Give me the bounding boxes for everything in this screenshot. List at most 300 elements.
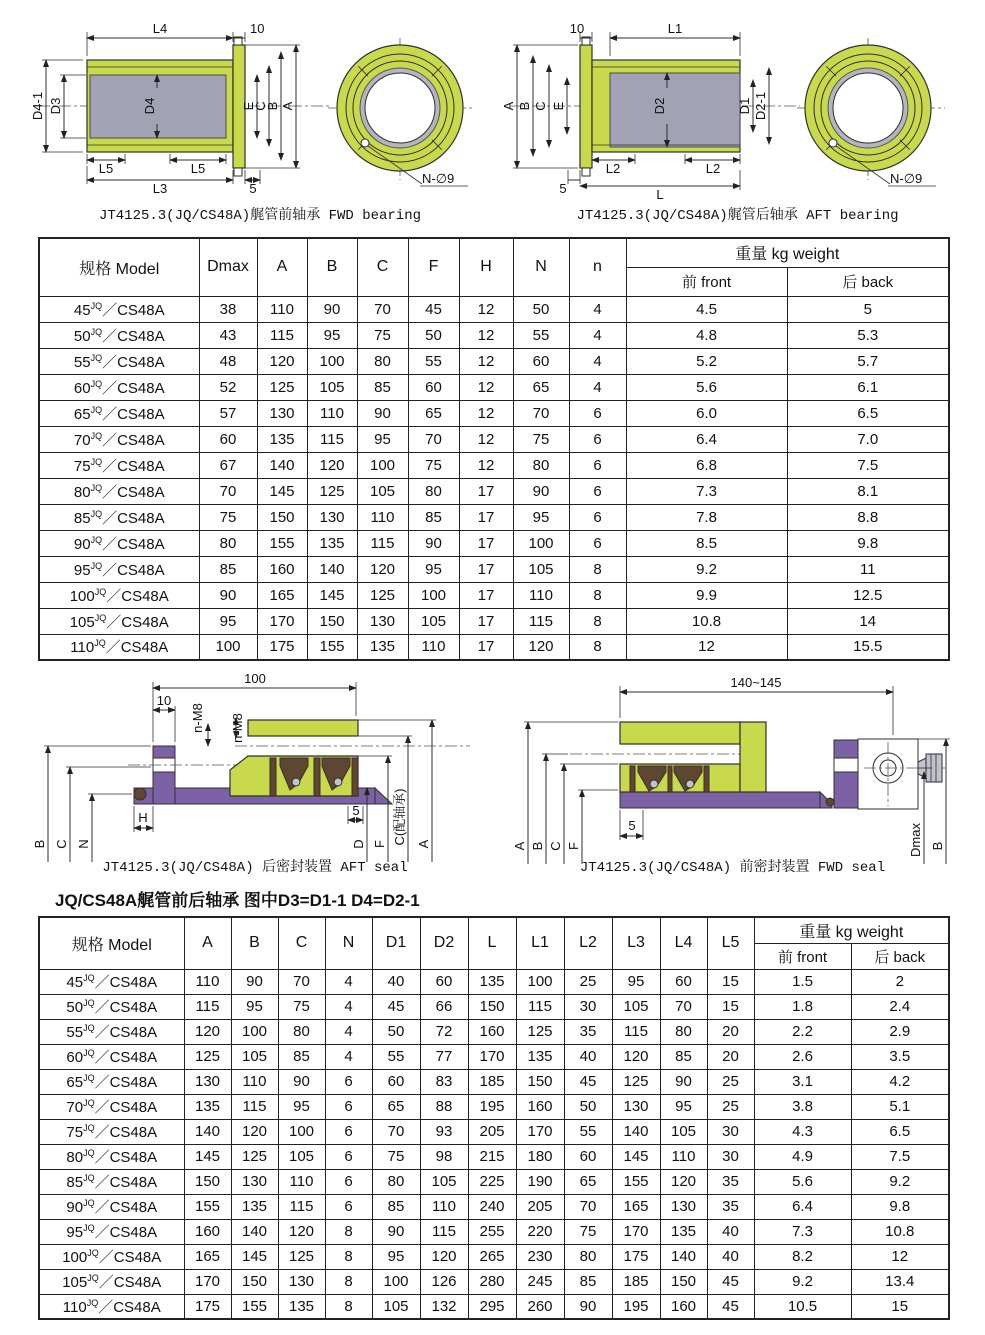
dim-label: B	[265, 101, 280, 111]
value-cell: 6	[325, 1069, 372, 1094]
value-cell: 135	[468, 969, 516, 994]
value-cell: 125	[257, 374, 307, 400]
value-cell: 12	[459, 400, 513, 426]
value-cell: 93	[420, 1119, 468, 1144]
value-cell: 90	[408, 530, 459, 556]
value-cell: 170	[468, 1044, 516, 1069]
dim-label: E	[551, 101, 566, 111]
value-cell: 120	[184, 1019, 231, 1044]
model-cell: $70^{JQ}/CS48A$	[39, 1094, 184, 1119]
value-cell: 8	[569, 634, 626, 660]
dim-label: L3	[152, 181, 168, 196]
model-cell: $110^{JQ}/CS48A$	[39, 1294, 184, 1319]
dim-label: 5	[352, 803, 360, 818]
model-cell: $45^{JQ}/CS48A$	[39, 296, 199, 322]
dim-label: D	[351, 839, 366, 849]
value-cell: 6	[325, 1194, 372, 1219]
value-cell: 120	[231, 1119, 278, 1144]
value-cell: 12	[459, 452, 513, 478]
value-cell: 125	[278, 1244, 325, 1269]
value-cell: 4	[569, 322, 626, 348]
dim-label: A	[512, 841, 527, 851]
value-cell: 6	[569, 400, 626, 426]
seal-nub	[826, 798, 834, 806]
value-cell: 12.5	[787, 582, 949, 608]
value-cell: 105	[357, 478, 408, 504]
model-cell: $90^{JQ}/CS48A$	[39, 530, 199, 556]
value-cell: 140	[612, 1119, 660, 1144]
value-cell: 195	[612, 1294, 660, 1319]
value-cell: 9.8	[787, 530, 949, 556]
value-cell: 9.2	[626, 556, 787, 582]
value-cell: 90	[307, 296, 357, 322]
value-cell: 170	[257, 608, 307, 634]
value-cell: 90	[231, 969, 278, 994]
value-cell: 280	[468, 1269, 516, 1294]
value-cell: 175	[257, 634, 307, 660]
value-cell: 7.3	[754, 1219, 851, 1244]
value-cell: 75	[357, 322, 408, 348]
value-cell: 65	[408, 400, 459, 426]
value-cell: 110	[184, 969, 231, 994]
value-cell: 55	[408, 348, 459, 374]
value-cell: 165	[257, 582, 307, 608]
col-header: L5	[707, 917, 754, 969]
value-cell: 9.8	[851, 1194, 949, 1219]
dim-label: A	[501, 101, 516, 111]
dim-label: D1	[737, 97, 752, 115]
value-cell: 35	[564, 1019, 612, 1044]
value-cell: 130	[612, 1094, 660, 1119]
value-cell: 8	[325, 1244, 372, 1269]
value-cell: 145	[231, 1244, 278, 1269]
dim-label: B	[930, 841, 945, 851]
value-cell: 90	[660, 1069, 707, 1094]
dim-label: 100	[244, 671, 266, 686]
dim-label: A	[280, 101, 295, 111]
dim-label: H	[138, 810, 148, 825]
table-row	[39, 1294, 949, 1319]
value-cell: 95	[307, 322, 357, 348]
dim-label: D4	[142, 97, 157, 115]
value-cell: 12	[459, 348, 513, 374]
bolt-hole	[829, 139, 837, 147]
model-cell: $55^{JQ}/CS48A$	[39, 1019, 184, 1044]
value-cell: 4	[325, 1019, 372, 1044]
value-cell: 160	[184, 1219, 231, 1244]
value-cell: 1.8	[754, 994, 851, 1019]
model-cell: $45^{JQ}/CS48A$	[39, 969, 184, 994]
value-cell: 45	[707, 1294, 754, 1319]
value-cell: 155	[612, 1169, 660, 1194]
value-cell: 45	[707, 1269, 754, 1294]
col-header-front: 前 front	[754, 943, 851, 969]
col-header: L1	[516, 917, 564, 969]
value-cell: 85	[278, 1044, 325, 1069]
value-cell: 40	[564, 1044, 612, 1069]
table-row	[39, 1194, 949, 1219]
value-cell: 88	[420, 1094, 468, 1119]
value-cell: 85	[372, 1194, 420, 1219]
dim-label: D3	[48, 97, 63, 115]
table-row	[39, 608, 949, 634]
value-cell: 100	[372, 1269, 420, 1294]
value-cell: 8	[569, 608, 626, 634]
table-row	[39, 1244, 949, 1269]
value-cell: 6.5	[787, 400, 949, 426]
col-header: B	[307, 238, 357, 296]
value-cell: 185	[612, 1269, 660, 1294]
value-cell: 70	[372, 1119, 420, 1144]
value-cell: 190	[516, 1169, 564, 1194]
dim-label: E	[241, 101, 256, 111]
value-cell: 13.4	[851, 1269, 949, 1294]
value-cell: 9.2	[851, 1169, 949, 1194]
value-cell: 180	[516, 1144, 564, 1169]
dim-label: F	[566, 842, 581, 850]
value-cell: 130	[231, 1169, 278, 1194]
value-cell: 135	[307, 530, 357, 556]
value-cell: 20	[707, 1044, 754, 1069]
value-cell: 130	[184, 1069, 231, 1094]
value-cell: 6	[325, 1169, 372, 1194]
dim-label: B	[32, 839, 47, 849]
aft-bearing-caption: JT4125.3(JQ/CS48A)艉管后轴承 AFT bearing	[576, 208, 899, 224]
value-cell: 135	[184, 1094, 231, 1119]
value-cell: 6.4	[626, 426, 787, 452]
value-cell: 80	[660, 1019, 707, 1044]
value-cell: 100	[513, 530, 569, 556]
col-header: A	[184, 917, 231, 969]
value-cell: 95	[408, 556, 459, 582]
value-cell: 6	[325, 1094, 372, 1119]
value-cell: 50	[408, 322, 459, 348]
table-row	[39, 1019, 949, 1044]
value-cell: 126	[420, 1269, 468, 1294]
value-cell: 125	[516, 1019, 564, 1044]
value-cell: 10.8	[626, 608, 787, 634]
value-cell: 6.0	[626, 400, 787, 426]
value-cell: 100	[278, 1119, 325, 1144]
value-cell: 130	[307, 504, 357, 530]
value-cell: 4	[325, 1044, 372, 1069]
col-header-front: 前 front	[626, 267, 787, 296]
value-cell: 240	[468, 1194, 516, 1219]
value-cell: 95	[199, 608, 257, 634]
value-cell: 7.5	[787, 452, 949, 478]
value-cell: 80	[513, 452, 569, 478]
value-cell: 155	[184, 1194, 231, 1219]
dim-label: L	[656, 187, 664, 202]
value-cell: 160	[660, 1294, 707, 1319]
table-row	[39, 348, 949, 374]
col-header-back: 后 back	[851, 943, 949, 969]
value-cell: 100	[307, 348, 357, 374]
table-row	[39, 1269, 949, 1294]
value-cell: 135	[257, 426, 307, 452]
value-cell: 60	[564, 1144, 612, 1169]
value-cell: 110	[257, 296, 307, 322]
dim-label: L4	[152, 21, 168, 36]
value-cell: 5.7	[787, 348, 949, 374]
value-cell: 130	[357, 608, 408, 634]
col-header: D1	[372, 917, 420, 969]
value-cell: 70	[278, 969, 325, 994]
value-cell: 150	[468, 994, 516, 1019]
value-cell: 130	[660, 1194, 707, 1219]
value-cell: 60	[513, 348, 569, 374]
value-cell: 17	[459, 556, 513, 582]
value-cell: 7.0	[787, 426, 949, 452]
value-cell: 6	[325, 1119, 372, 1144]
value-cell: 165	[184, 1244, 231, 1269]
col-header: D2	[420, 917, 468, 969]
value-cell: 67	[199, 452, 257, 478]
value-cell: 150	[184, 1169, 231, 1194]
value-cell: 90	[564, 1294, 612, 1319]
value-cell: 65	[513, 374, 569, 400]
value-cell: 65	[372, 1094, 420, 1119]
value-cell: 75	[199, 504, 257, 530]
col-header: L2	[564, 917, 612, 969]
seal-nub	[134, 788, 146, 800]
value-cell: 40	[372, 969, 420, 994]
model-cell: $85^{JQ}/CS48A$	[39, 504, 199, 530]
dim-label: n-M8	[190, 703, 205, 733]
value-cell: 70	[564, 1194, 612, 1219]
value-cell: 205	[468, 1119, 516, 1144]
dim-label: D4-1	[30, 91, 45, 121]
value-cell: 6	[569, 504, 626, 530]
value-cell: 3.5	[851, 1044, 949, 1069]
value-cell: 38	[199, 296, 257, 322]
value-cell: 85	[660, 1044, 707, 1069]
value-cell: 12	[459, 374, 513, 400]
value-cell: 77	[420, 1044, 468, 1069]
value-cell: 5.6	[626, 374, 787, 400]
value-cell: 48	[199, 348, 257, 374]
fwd-seal-caption: JT4125.3(JQ/CS48A) 前密封装置 FWD seal	[579, 860, 886, 876]
dim-label: D2	[652, 97, 667, 115]
value-cell: 50	[513, 296, 569, 322]
value-cell: 95	[278, 1094, 325, 1119]
value-cell: 100	[357, 452, 408, 478]
value-cell: 215	[468, 1144, 516, 1169]
value-cell: 4	[325, 994, 372, 1019]
value-cell: 155	[231, 1294, 278, 1319]
model-cell: $70^{JQ}/CS48A$	[39, 426, 199, 452]
col-header-model: 规格 Model	[39, 917, 184, 969]
col-header: L3	[612, 917, 660, 969]
value-cell: 8	[569, 582, 626, 608]
value-cell: 6	[569, 478, 626, 504]
value-cell: 145	[307, 582, 357, 608]
value-cell: 55	[513, 322, 569, 348]
value-cell: 110	[357, 504, 408, 530]
dim-label: N-∅9	[422, 171, 455, 186]
aft-bearing-section-view	[797, 38, 945, 186]
col-header-weight: 重量 kg weight	[626, 238, 949, 267]
value-cell: 105	[660, 1119, 707, 1144]
col-header: N	[325, 917, 372, 969]
value-cell: 155	[257, 530, 307, 556]
value-cell: 140	[231, 1219, 278, 1244]
model-cell: $110^{JQ}/CS48A$	[39, 634, 199, 660]
value-cell: 7.8	[626, 504, 787, 530]
value-cell: 135	[357, 634, 408, 660]
value-cell: 125	[612, 1069, 660, 1094]
value-cell: 85	[357, 374, 408, 400]
model-cell: $60^{JQ}/CS48A$	[39, 1044, 184, 1069]
value-cell: 3.8	[754, 1094, 851, 1119]
value-cell: 145	[184, 1144, 231, 1169]
value-cell: 80	[408, 478, 459, 504]
value-cell: 2.2	[754, 1019, 851, 1044]
value-cell: 12	[459, 426, 513, 452]
value-cell: 135	[278, 1294, 325, 1319]
value-cell: 95	[372, 1244, 420, 1269]
model-cell: $80^{JQ}/CS48A$	[39, 1144, 184, 1169]
value-cell: 7.5	[851, 1144, 949, 1169]
value-cell: 8	[325, 1219, 372, 1244]
value-cell: 25	[707, 1094, 754, 1119]
value-cell: 30	[564, 994, 612, 1019]
value-cell: 10.5	[754, 1294, 851, 1319]
model-cell: $100^{JQ}/CS48A$	[39, 582, 199, 608]
value-cell: 2.9	[851, 1019, 949, 1044]
value-cell: 70	[513, 400, 569, 426]
table-row	[39, 530, 949, 556]
col-header: B	[231, 917, 278, 969]
value-cell: 185	[468, 1069, 516, 1094]
value-cell: 14	[787, 608, 949, 634]
table-row	[39, 478, 949, 504]
value-cell: 120	[513, 634, 569, 660]
value-cell: 25	[564, 969, 612, 994]
value-cell: 110	[513, 582, 569, 608]
fwd-bearing-caption: JT4125.3(JQ/CS48A)艉管前轴承 FWD bearing	[98, 208, 422, 224]
dim-label: 5	[628, 818, 636, 833]
value-cell: 4	[325, 969, 372, 994]
model-cell: $100^{JQ}/CS48A$	[39, 1244, 184, 1269]
value-cell: 260	[516, 1294, 564, 1319]
fwd-seal-parts	[570, 722, 948, 809]
value-cell: 160	[257, 556, 307, 582]
table-row	[39, 634, 949, 660]
value-cell: 120	[420, 1244, 468, 1269]
value-cell: 120	[612, 1044, 660, 1069]
value-cell: 4	[569, 296, 626, 322]
value-cell: 120	[660, 1169, 707, 1194]
value-cell: 140	[307, 556, 357, 582]
value-cell: 195	[468, 1094, 516, 1119]
value-cell: 8.8	[787, 504, 949, 530]
table-row	[39, 1219, 949, 1244]
value-cell: 17	[459, 608, 513, 634]
value-cell: 115	[420, 1219, 468, 1244]
dim-label: B	[530, 841, 545, 851]
value-cell: 5	[787, 296, 949, 322]
value-cell: 6.8	[626, 452, 787, 478]
table-row	[39, 426, 949, 452]
value-cell: 115	[612, 1019, 660, 1044]
value-cell: 135	[516, 1044, 564, 1069]
value-cell: 165	[612, 1194, 660, 1219]
value-cell: 55	[372, 1044, 420, 1069]
value-cell: 12	[459, 322, 513, 348]
value-cell: 60	[372, 1069, 420, 1094]
value-cell: 95	[660, 1094, 707, 1119]
value-cell: 115	[278, 1194, 325, 1219]
value-cell: 125	[231, 1144, 278, 1169]
value-cell: 115	[513, 608, 569, 634]
table-row	[39, 582, 949, 608]
dim-label: L5	[190, 161, 206, 176]
value-cell: 100	[516, 969, 564, 994]
table-row	[39, 1119, 949, 1144]
value-cell: 70	[199, 478, 257, 504]
value-cell: 4	[569, 348, 626, 374]
model-cell: $80^{JQ}/CS48A$	[39, 478, 199, 504]
value-cell: 75	[278, 994, 325, 1019]
model-cell: $105^{JQ}/CS48A$	[39, 1269, 184, 1294]
value-cell: 70	[408, 426, 459, 452]
aft-seal-drawing	[30, 672, 480, 872]
value-cell: 75	[513, 426, 569, 452]
value-cell: 17	[459, 582, 513, 608]
value-cell: 8	[325, 1294, 372, 1319]
value-cell: 245	[516, 1269, 564, 1294]
value-cell: 175	[612, 1244, 660, 1269]
dim-label: F	[372, 840, 387, 848]
value-cell: 120	[278, 1219, 325, 1244]
value-cell: 150	[231, 1269, 278, 1294]
value-cell: 110	[231, 1069, 278, 1094]
model-cell: $75^{JQ}/CS48A$	[39, 452, 199, 478]
value-cell: 120	[307, 452, 357, 478]
value-cell: 105	[231, 1044, 278, 1069]
value-cell: 75	[408, 452, 459, 478]
value-cell: 4.8	[626, 322, 787, 348]
value-cell: 4.2	[851, 1069, 949, 1094]
dim-label: C	[253, 101, 268, 111]
value-cell: 110	[408, 634, 459, 660]
value-cell: 145	[257, 478, 307, 504]
value-cell: 6.1	[787, 374, 949, 400]
value-cell: 90	[199, 582, 257, 608]
value-cell: 140	[257, 452, 307, 478]
value-cell: 120	[357, 556, 408, 582]
value-cell: 100	[199, 634, 257, 660]
value-cell: 60	[408, 374, 459, 400]
value-cell: 57	[199, 400, 257, 426]
value-cell: 12	[851, 1244, 949, 1269]
value-cell: 17	[459, 530, 513, 556]
value-cell: 75	[372, 1144, 420, 1169]
value-cell: 8.5	[626, 530, 787, 556]
table-row	[39, 400, 949, 426]
table-row	[39, 1169, 949, 1194]
value-cell: 8	[569, 556, 626, 582]
dim-label: 10	[569, 21, 585, 36]
bolt-hole	[361, 139, 369, 147]
value-cell: 105	[513, 556, 569, 582]
value-cell: 130	[278, 1269, 325, 1294]
col-header: A	[257, 238, 307, 296]
aft-bearing-drawing	[501, 18, 970, 208]
value-cell: 150	[307, 608, 357, 634]
value-cell: 4.5	[626, 296, 787, 322]
